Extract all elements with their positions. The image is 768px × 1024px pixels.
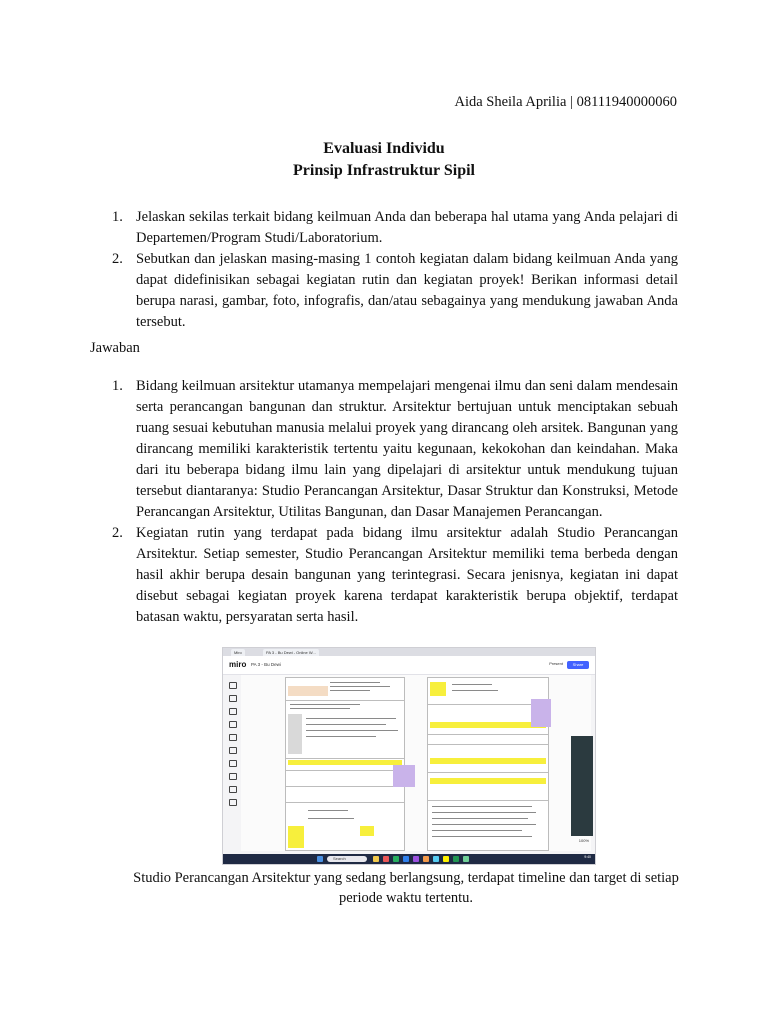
miro-logo: miro xyxy=(229,660,247,669)
sticky-note-icon xyxy=(229,721,237,728)
shape-tool-icon xyxy=(229,734,237,741)
table-row xyxy=(286,700,404,701)
template-icon xyxy=(229,695,237,702)
text-line xyxy=(452,690,498,691)
timeline-document-left xyxy=(285,677,405,851)
question-item xyxy=(112,249,678,333)
board-canvas xyxy=(241,675,591,851)
table-row xyxy=(428,800,548,801)
app-icon xyxy=(383,856,389,862)
table-row xyxy=(286,802,404,803)
answer-list xyxy=(112,376,678,628)
text-line xyxy=(330,690,370,691)
browser-tab: Miro xyxy=(231,649,245,656)
file-explorer-icon xyxy=(373,856,379,862)
app-icon xyxy=(463,856,469,862)
share-button: Share xyxy=(567,661,589,669)
text-line xyxy=(330,682,380,683)
answer-item xyxy=(112,376,678,523)
text-line xyxy=(306,736,376,737)
table-row xyxy=(286,770,404,771)
text-line xyxy=(306,718,396,719)
studio-screenshot xyxy=(222,647,596,865)
upload-icon xyxy=(229,799,237,806)
text-line xyxy=(432,830,522,831)
connector-icon xyxy=(229,747,237,754)
text-tool-icon xyxy=(229,708,237,715)
table-row xyxy=(428,744,548,745)
question-number: 2. xyxy=(112,251,123,267)
windows-start-icon xyxy=(317,856,323,862)
taskbar-clock: 9:40 xyxy=(584,855,591,859)
figure-caption: Studio Perancangan Arsitektur yang sedang berlangsung, terdapat timeline dan target di setiap periode waktu tertentu. xyxy=(133,870,679,906)
sticky-note xyxy=(393,765,415,787)
answer-heading: Jawaban xyxy=(90,340,140,356)
highlighted-row xyxy=(430,758,546,764)
highlighted-cell xyxy=(360,826,374,836)
title-line-1: Evaluasi Individu xyxy=(323,140,445,157)
app-icon xyxy=(413,856,419,862)
title-line-2: Prinsip Infrastruktur Sipil xyxy=(293,162,475,179)
answer-number: 1. xyxy=(112,378,123,394)
windows-taskbar xyxy=(223,854,595,864)
text-line xyxy=(306,724,386,725)
taskbar-search: Search xyxy=(327,856,367,862)
webcam-preview xyxy=(571,736,593,836)
answer-item xyxy=(112,523,678,628)
present-label: Present xyxy=(549,661,563,666)
board-name: PA 3 - Bu Dewi xyxy=(251,662,281,667)
text-line xyxy=(330,686,390,687)
highlighted-row xyxy=(430,778,546,784)
row-label-cell xyxy=(288,714,302,754)
miro-app-icon xyxy=(443,856,449,862)
question-list xyxy=(112,207,678,333)
table-row xyxy=(428,734,548,735)
question-text: Sebutkan dan jelaskan masing-masing 1 contoh kegiatan dalam bidang keilmuan Anda yang dapat didefinisikan sebagai kegiatan rutin dan kegiatan proyek! Berikan informasi detail berupa narasi, gambar, foto, infografis, dan/atau sebagainya yang mendukung jawaban Anda tersebut. xyxy=(136,251,678,330)
text-line xyxy=(432,836,532,837)
select-tool-icon xyxy=(229,682,237,689)
text-line xyxy=(290,708,350,709)
app-icon xyxy=(453,856,459,862)
document-title xyxy=(0,138,768,182)
text-line xyxy=(308,810,348,811)
highlighted-cell xyxy=(430,682,446,696)
text-line xyxy=(308,818,354,819)
app-icon xyxy=(403,856,409,862)
sticky-note xyxy=(531,699,551,727)
text-line xyxy=(290,704,360,705)
miro-toolbar xyxy=(223,656,595,675)
browser-icon xyxy=(393,856,399,862)
table-row xyxy=(286,758,404,759)
comment-icon xyxy=(229,773,237,780)
highlighted-cell xyxy=(288,826,304,848)
frame-icon xyxy=(229,786,237,793)
pen-icon xyxy=(229,760,237,767)
author-line: Aida Sheila Aprilia | 08111940000060 xyxy=(454,94,677,110)
question-number: 1. xyxy=(112,209,123,225)
app-icon xyxy=(433,856,439,862)
table-row xyxy=(428,704,548,705)
answer-text: Bidang keilmuan arsitektur utamanya mempelajari mengenai ilmu dan seni dalam mendesain serta perancangan bangunan dan struktur. Arsitektur bertujuan untuk menciptakan sebuah ruang sesuai kebutuhan manusia melalui proyek yang dirancang oleh arsitek. Bangunan yang dirancang memiliki karakteristik tertentu yaitu kegunaan, kekokohan dan keindahan. Maka dari itu beberapa bidang ilmu lain yang dipelajari di arsitektur untuk mendukung tujuan tersebut diantaranya: Studio Perancangan Arsitektur, Dasar Struktur dan Konstruksi, Metode Perancangan Arsitektur, Utilitas Bangunan, dan Dasar Manajemen Perancangan. xyxy=(136,378,678,520)
tool-sidebar xyxy=(227,682,237,854)
table-row xyxy=(428,772,548,773)
header-block xyxy=(288,686,328,696)
question-item xyxy=(112,207,678,249)
table-row xyxy=(286,786,404,787)
text-line xyxy=(432,812,536,813)
answer-text: Kegiatan rutin yang terdapat pada bidang ilmu arsitektur adalah Studio Perancangan Arsitektur. Setiap semester, Studio Perancangan Arsitektur memiliki tema berbeda dengan hasil akhir berupa desain bangunan yang terintegrasi. Secara jenisnya, kegiatan ini dapat disebut sebagai kegiatan proyek karena terdapat karakteristik berupa objektif, terdapat batasan waktu, persyaratan serta hasil. xyxy=(136,525,678,625)
text-line xyxy=(432,818,528,819)
highlighted-row xyxy=(288,760,402,765)
answer-number: 2. xyxy=(112,525,123,541)
app-icon xyxy=(423,856,429,862)
text-line xyxy=(452,684,492,685)
text-line xyxy=(306,730,398,731)
zoom-level: 100% xyxy=(578,838,589,843)
text-line xyxy=(432,824,536,825)
question-text: Jelaskan sekilas terkait bidang keilmuan Anda dan beberapa hal utama yang Anda pelajari di Departemen/Program Studi/Laboratorium. xyxy=(136,209,678,246)
browser-tab-bar xyxy=(223,648,595,656)
text-line xyxy=(432,806,532,807)
browser-tab: PA 3 - Bu Dewi - Online W... xyxy=(263,649,319,656)
highlighted-row xyxy=(430,722,546,728)
